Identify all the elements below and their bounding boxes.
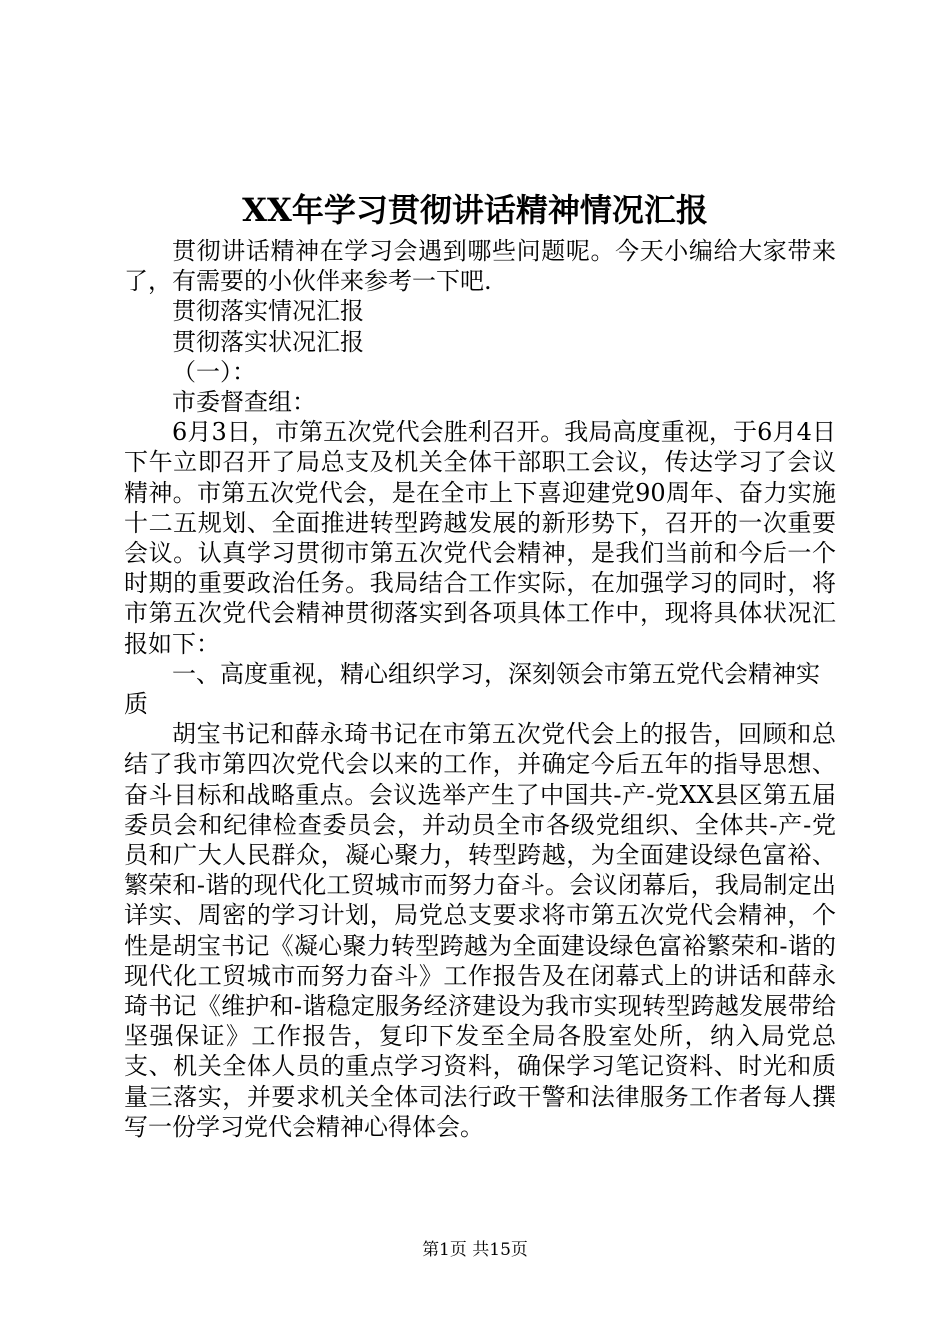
section-heading-1: 一、高度重视，精心组织学习，深刻领会市第五党代会精神实质	[124, 659, 820, 719]
section-marker: （一）：	[172, 357, 256, 386]
heading-line-2: 贯彻落实状况汇报	[172, 327, 364, 356]
document-body	[124, 236, 836, 1142]
document-title: XX年学习贯彻讲话精神情况汇报	[242, 191, 708, 229]
salutation: 市委督查组：	[172, 388, 316, 417]
heading-line-1: 贯彻落实情况汇报	[172, 297, 364, 326]
report-paragraph-2: 胡宝书记和薛永琦书记在市第五次党代会上的报告，回顾和总结了我市第四次党代会以来的工作，并确定今后五年的指导思想、奋斗目标和战略重点。会议选举产生了中国共-产-党XX县区第五届委员会和纪律检查委员会，并动员全市各级党组织、全体共-产-党员和广大人民群众，凝心聚力，转型跨越，为全面建设绿色富裕、繁荣和-谐的现代化工贸城市而努力奋斗。会议闭幕后，我局制定出详实、周密的学习计划，局党总支要求将市第五次党代会精神，个性是胡宝书记《凝心聚力转型跨越为全面建设绿色富裕繁荣和-谐的现代化工贸城市而努力奋斗》工作报告及在闭幕式上的讲话和薛永琦书记《维护和-谐稳定服务经济建设为我市实现转型跨越发展带给坚强保证》工作报告，复印下发至全局各股室处所，纳入局党总支、机关全体人员的重点学习资料，确保学习笔记资料、时光和质量三落实，并要求机关全体司法行政干警和法律服务工作者每人撰写一份学习党代会精神心得体会。	[124, 720, 836, 1141]
report-paragraph-1: 6月3日，市第五次党代会胜利召开。我局高度重视，于6月4日下午立即召开了局总支及机关全体干部职工会议，传达学习了会议精神。市第五次党代会，是在全市上下喜迎建党90周年、奋力实施十二五规划、全面推进转型跨越发展的新形势下，召开的一次重要会议。认真学习贯彻市第五次党代会精神，是我们当前和今后一个时期的重要政治任务。我局结合工作实际，在加强学习的同时，将市第五次党代会精神贯彻落实到各项具体工作中，现将具体状况汇报如下：	[124, 418, 836, 658]
intro-paragraph: 贯彻讲话精神在学习会遇到哪些问题呢。今天小编给大家带来了，有需要的小伙伴来参考一下吧.	[124, 237, 836, 296]
page-footer: 第1页 共15页	[422, 1240, 528, 1260]
